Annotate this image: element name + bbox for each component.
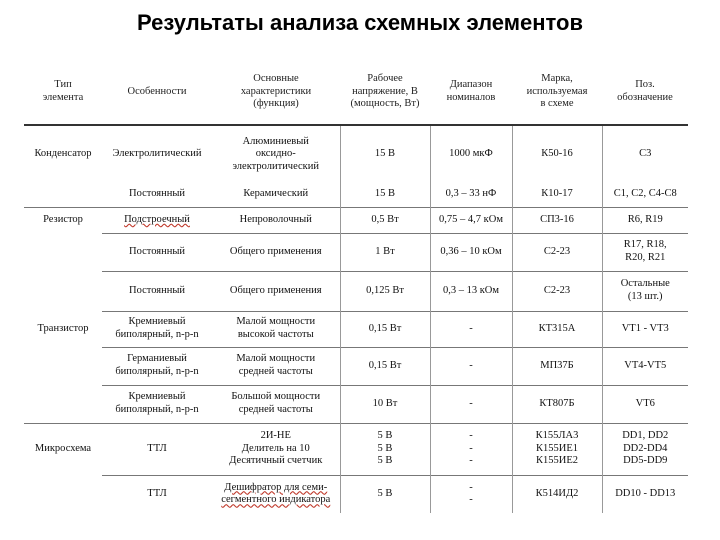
cell-range: - [430, 311, 512, 347]
table-row [24, 125, 688, 183]
cell-type: Резистор [24, 207, 102, 233]
table-row [24, 311, 688, 347]
cell-voltage: 15 В [340, 183, 430, 207]
cell-marking: КТ315А [512, 311, 602, 347]
cell-range: - [430, 385, 512, 423]
cell-type [24, 183, 102, 207]
table-row [24, 475, 688, 513]
table-row [24, 233, 688, 271]
cell-designation: R17, R18, R20, R21 [602, 233, 688, 271]
cell-characteristics [212, 475, 340, 513]
cell-characteristics: Керамический [243, 188, 309, 200]
cell-characteristics: Малой мощности высокой частоты [212, 311, 340, 347]
cell-feature: Постоянный [129, 188, 185, 200]
cell-feature: Кремниевый биполярный, n-p-n [102, 311, 212, 347]
table-row [24, 385, 688, 423]
cell-marking: КТ807Б [512, 385, 602, 423]
cell-designation: DD1, DD2 DD2-DD4 DD5-DD9 [602, 423, 688, 475]
cell-characteristics-text: Дешифратор для семи- сегментного индикатора [221, 481, 331, 506]
header-feature: Особенности [127, 85, 187, 97]
cell-type [24, 475, 102, 513]
cell-type [24, 271, 102, 311]
cell-feature: Кремниевый биполярный, n-p-n [102, 385, 212, 423]
cell-marking: С2-23 [512, 233, 602, 271]
cell-range: 0,3 – 13 кОм [430, 271, 512, 311]
cell-characteristics: Малой мощности средней частоты [212, 347, 340, 385]
cell-range: 0,36 – 10 кОм [430, 233, 512, 271]
cell-type: Конденсатор [34, 148, 92, 160]
cell-voltage: 1 Вт [340, 233, 430, 271]
cell-characteristics: Общего применения [212, 233, 340, 271]
cell-feature: Постоянный [102, 233, 212, 271]
table-row [24, 423, 688, 475]
cell-marking: С2-23 [512, 271, 602, 311]
header-range: Диапазон номиналов [446, 79, 496, 103]
cell-marking: МП37Б [512, 347, 602, 385]
table-row [24, 183, 688, 207]
cell-feature: Германиевый биполярный, n-p-n [102, 347, 212, 385]
cell-range: 0,75 – 4,7 кОм [430, 207, 512, 233]
cell-voltage: 0,15 Вт [340, 311, 430, 347]
cell-feature [102, 207, 212, 233]
cell-feature: Электролитический [112, 148, 202, 160]
table-row [24, 347, 688, 385]
cell-characteristics: Непроволочный [212, 207, 340, 233]
cell-feature: Постоянный [102, 271, 212, 311]
cell-marking: К155ЛА3 К155ИЕ1 К155ИЕ2 [512, 423, 602, 475]
cell-designation: DD10 - DD13 [602, 475, 688, 513]
cell-designation: VT1 - VT3 [602, 311, 688, 347]
cell-characteristics: Общего применения [212, 271, 340, 311]
cell-range: - - [430, 475, 512, 513]
elements-table [24, 60, 688, 513]
table-row [24, 271, 688, 311]
cell-designation: С1, С2, С4-С8 [602, 183, 688, 207]
header-voltage: Рабочее напряжение, В (мощность, Вт) [350, 73, 420, 110]
cell-designation: С3 [602, 125, 688, 183]
cell-type [24, 347, 102, 385]
cell-voltage: 0,15 Вт [340, 347, 430, 385]
table-row [24, 207, 688, 233]
slide-title: Результаты анализа схемных элементов [137, 10, 583, 35]
cell-marking: К50-16 [512, 125, 602, 183]
cell-designation: VT4-VT5 [602, 347, 688, 385]
cell-characteristics: Алюминиевый оксидно- электролитический [232, 135, 320, 172]
cell-range: - - - [430, 423, 512, 475]
cell-feature: ТТЛ [102, 423, 212, 475]
cell-voltage: 0,5 Вт [340, 207, 430, 233]
cell-type: Транзистор [37, 322, 89, 334]
cell-characteristics: Большой мощности средней частоты [212, 385, 340, 423]
cell-designation: VT6 [602, 385, 688, 423]
header-designation: Поз. обозначение [617, 79, 673, 103]
header-type: Тип элемента [42, 79, 84, 103]
cell-marking: СП3-16 [512, 207, 602, 233]
cell-voltage: 0,125 Вт [340, 271, 430, 311]
cell-designation: R6, R19 [602, 207, 688, 233]
cell-feature: ТТЛ [102, 475, 212, 513]
cell-voltage: 5 В 5 В 5 В [340, 423, 430, 475]
cell-range: 1000 мкФ [430, 125, 512, 183]
cell-designation: Остальные (13 шт.) [602, 271, 688, 311]
cell-range: - [430, 347, 512, 385]
cell-marking: К514ИД2 [512, 475, 602, 513]
cell-type: Микросхема [24, 423, 102, 475]
cell-voltage: 15 В [340, 125, 430, 183]
cell-feature-text: Подстроечный [124, 213, 190, 225]
cell-voltage: 5 В [340, 475, 430, 513]
cell-voltage: 10 Вт [340, 385, 430, 423]
cell-range: 0,3 – 33 нФ [430, 183, 512, 207]
header-marking: Марка, используемая в схеме [526, 73, 588, 110]
header-characteristics: Основные характеристики (функция) [240, 73, 312, 110]
cell-type [24, 233, 102, 271]
table-header-row [24, 60, 688, 125]
cell-marking: К10-17 [512, 183, 602, 207]
cell-characteristics: 2И-НЕ Делитель на 10 Десятичный счетчик [212, 423, 340, 475]
cell-type [24, 385, 102, 423]
